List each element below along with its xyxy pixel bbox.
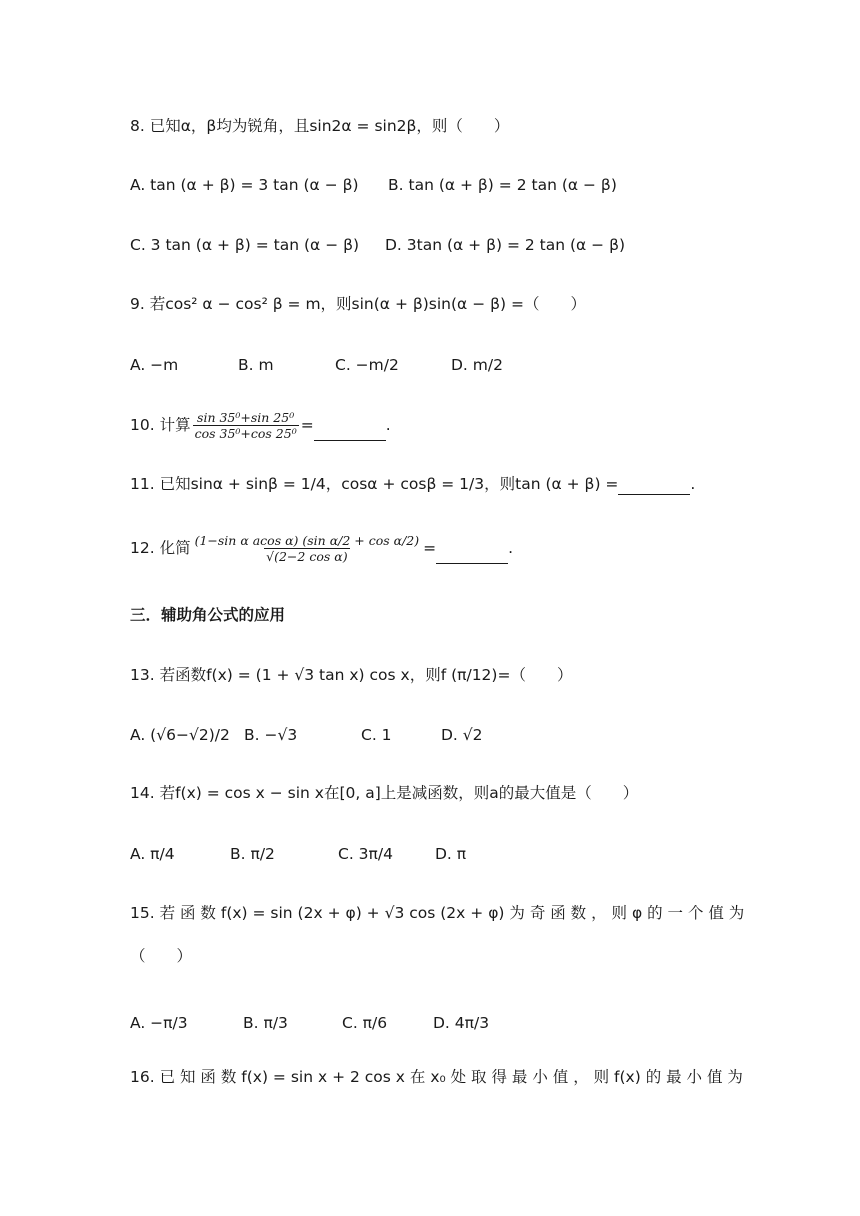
question-8-stem [130,115,509,137]
q14-option-d: D. π [435,845,467,863]
q8-text: 8. 已知α，β均为锐角，且sin2α = sin2β，则（ ） [130,117,510,135]
question-13-stem [130,664,572,686]
question-14-stem [130,782,638,804]
q11-end: . [690,475,696,493]
q9-option-c: C. −m/2 [335,356,399,374]
q8-option-c: C. 3 tan (α + β) = tan (α − β) [130,236,360,254]
question-10 [130,410,391,441]
q12-denominator: √(2−2 cos α) [266,549,348,564]
q9-option-d: D. m/2 [451,356,503,374]
q9-option-a: A. −m [130,356,179,374]
q8-option-d: D. 3tan (α + β) = 2 tan (α − β) [385,236,626,254]
q11-text: 11. 已知sinα + sinβ = 1/4，cosα + cosβ = 1/3，则tan (α + β) = [130,475,619,493]
question-8-options-2 [130,230,750,260]
q15-option-a: A. −π/3 [130,1014,188,1032]
question-15-options [130,1008,750,1038]
q10-label: 10. 计算 [130,416,191,434]
question-11 [130,473,695,495]
q9-option-b: B. m [238,356,274,374]
q15-paren: （ ） [130,947,193,965]
q14-option-c: C. 3π/4 [338,845,393,863]
q8-option-b: B. tan (α + β) = 2 tan (α − β) [388,176,617,194]
question-16-stem [130,1066,743,1088]
q15-option-b: B. π/3 [243,1014,288,1032]
section-3-heading: 三．辅助角公式的应用 [130,606,286,624]
q9-text: 9. 若cos² α − cos² β = m，则sin(α + β)sin(α − β) =（ ） [130,295,586,313]
q15-option-d: D. 4π/3 [433,1014,490,1032]
q13-option-d: D. √2 [441,726,483,744]
q14-option-a: A. π/4 [130,845,175,863]
q10-equals: = [300,416,314,434]
q10-fraction [193,410,299,441]
q11-answer-blank[interactable] [618,478,690,495]
q16-text: 16. 已 知 函 数 f(x) = sin x + 2 cos x 在 x₀ 处 取 得 最 小 值 ， 则 f(x) 的 最 小 值 为 [130,1068,743,1086]
q10-denominator: cos 35⁰+cos 25⁰ [194,426,297,441]
question-14-options [130,839,750,869]
q13-text: 13. 若函数f(x) = (1 + √3 tan x) cos x，则f (π/12)=（ ） [130,666,573,684]
q12-fraction [193,533,422,564]
q13-option-c: C. 1 [361,726,392,744]
q10-end: . [385,416,391,434]
q13-option-b: B. −√3 [244,726,298,744]
question-9-options [130,350,750,380]
question-12 [130,533,513,564]
q13-option-a: A. (√6−√2)/2 [130,726,230,744]
q10-numerator: sin 35⁰+sin 25⁰ [197,410,295,425]
question-13-options [130,720,750,750]
q8-option-a: A. tan (α + β) = 3 tan (α − β) [130,176,359,194]
q14-text: 14. 若f(x) = cos x − sin x在[0, a]上是减函数，则a的最大值是（ ） [130,784,639,802]
question-9-stem [130,293,586,315]
q15-text: 15. 若 函 数 f(x) = sin (2x + φ) + √3 cos (2x + φ) 为 奇 函 数 ， 则 φ 的 一 个 值 为 [130,904,745,922]
question-15-paren-line [130,945,192,967]
q12-label: 12. 化简 [130,539,191,557]
q12-end: . [508,539,514,557]
q12-equals: = [423,539,437,557]
q15-option-c: C. π/6 [342,1014,388,1032]
q12-numerator: (1−sin α acos α) (sin α/2 + cos α/2) [194,533,420,548]
question-15-stem [130,902,744,924]
q14-option-b: B. π/2 [230,845,275,863]
q10-answer-blank[interactable] [314,424,386,441]
q12-answer-blank[interactable] [436,547,508,564]
question-8-options [130,170,750,200]
